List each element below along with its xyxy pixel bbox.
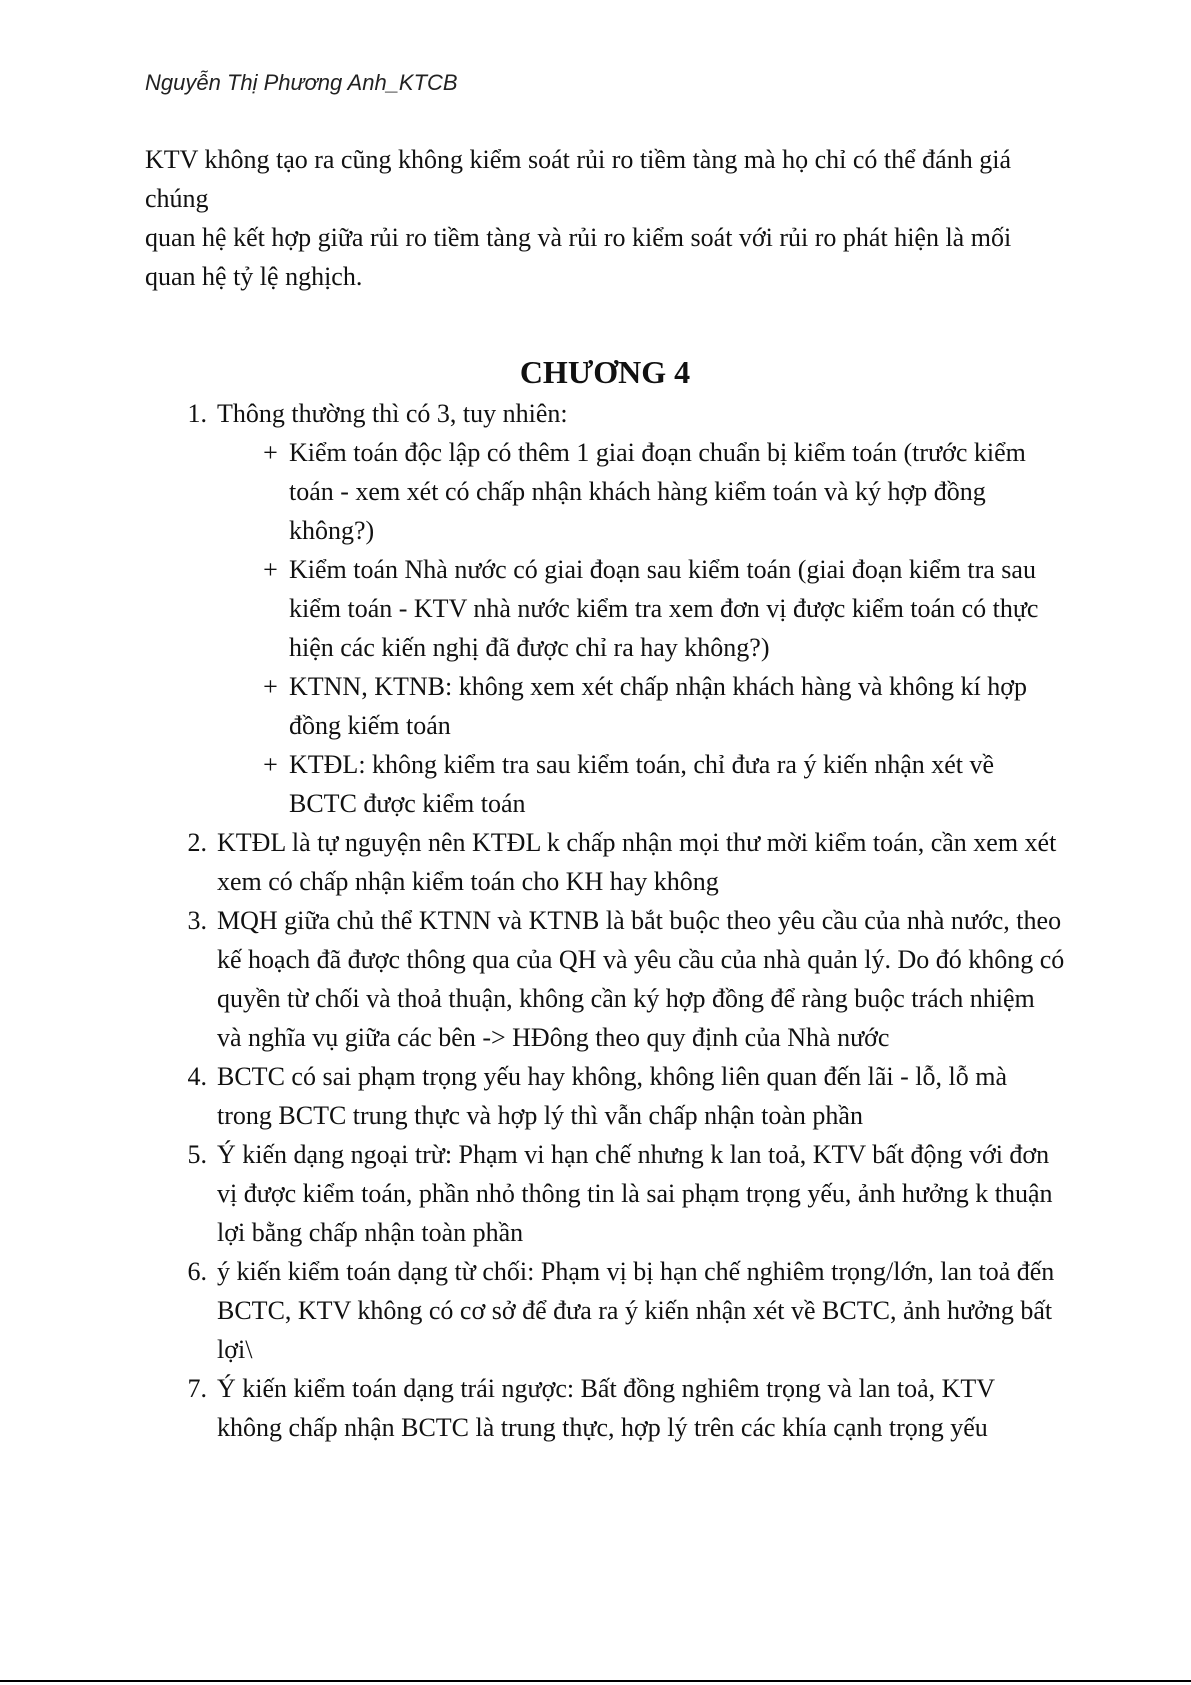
sub-list-item-text: KTNN, KTNB: không xem xét chấp nhận khách hàng và không kí hợp đồng kiếm toán: [289, 672, 1027, 740]
plus-bullet-icon: +: [263, 672, 278, 701]
numbered-list: [145, 394, 1065, 1447]
list-item: [145, 901, 1065, 1057]
list-item-number: 3.: [187, 906, 207, 935]
list-item-number: 4.: [187, 1062, 207, 1091]
list-item-number: 5.: [187, 1140, 207, 1169]
list-item-text: MQH giữa chủ thể KTNN và KTNB là bắt buộc theo yêu cầu của nhà nước, theo kế hoạch đã được thông qua của QH và yêu cầu của nhà quản lý. Do đó không có quyền từ chối và thoả thuận, không cần ký hợp đồng để ràng buộc trách nhiệm và nghĩa vụ giữa các bên -> HĐông theo quy định của Nhà nước: [217, 906, 1065, 1052]
list-item-number: 2.: [187, 828, 207, 857]
sub-list-item-text: Kiểm toán Nhà nước có giai đoạn sau kiểm toán (giai đoạn kiểm tra sau kiểm toán - KTV nhà nước kiểm tra xem đơn vị được kiểm toán có thực hiện các kiến nghị đã được chỉ ra hay không?): [289, 555, 1039, 662]
plus-bullet-icon: +: [263, 555, 278, 584]
page-bottom-divider: [0, 1680, 1191, 1682]
list-item: [145, 394, 1065, 823]
plus-bullet-icon: +: [263, 750, 278, 779]
list-item: [145, 1369, 1065, 1447]
intro-paragraph: KTV không tạo ra cũng không kiểm soát rủi ro tiềm tàng mà họ chỉ có thể đánh giá chúng: [145, 145, 1011, 213]
sub-list-item-text: Kiểm toán độc lập có thêm 1 giai đoạn chuẩn bị kiểm toán (trước kiểm toán - xem xét có chấp nhận khách hàng kiểm toán và ký hợp đồng không?): [289, 438, 1026, 545]
sub-list-item: [252, 667, 1065, 745]
list-item-number: 1.: [187, 399, 207, 428]
sub-list: [217, 433, 1065, 823]
list-item: [145, 1135, 1065, 1252]
chapter-title: CHƯƠNG 4: [519, 354, 691, 390]
page-header-author: Nguyễn Thị Phương Anh_KTCB: [145, 70, 458, 95]
list-item-number: 7.: [187, 1374, 207, 1403]
list-item: [145, 1057, 1065, 1135]
sub-list-item-text: KTĐL: không kiểm tra sau kiểm toán, chỉ đưa ra ý kiến nhận xét về BCTC được kiểm toán: [289, 750, 995, 818]
list-item-body: [217, 394, 1065, 823]
document-body: [145, 140, 1065, 1447]
list-item: [145, 1252, 1065, 1369]
intro-paragraph: quan hệ kết hợp giữa rủi ro tiềm tàng và rủi ro kiểm soát với rủi ro phát hiện là mối quan hệ tỷ lệ nghịch.: [145, 223, 1012, 291]
list-item-text: BCTC có sai phạm trọng yếu hay không, không liên quan đến lãi - lỗ, lỗ mà trong BCTC trung thực và hợp lý thì vẫn chấp nhận toàn phần: [217, 1062, 1007, 1130]
list-item-text: ý kiến kiểm toán dạng từ chối: Phạm vị bị hạn chế nghiêm trọng/lớn, lan toả đến BCTC, KTV không có cơ sở để đưa ra ý kiến nhận xét về BCTC, ảnh hưởng bất lợi\: [217, 1257, 1055, 1364]
list-item-text: KTĐL là tự nguyện nên KTĐL k chấp nhận mọi thư mời kiểm toán, cần xem xét xem có chấp nhận kiểm toán cho KH hay không: [217, 828, 1057, 896]
sub-list-item: [252, 745, 1065, 823]
plus-bullet-icon: +: [263, 438, 278, 467]
list-item: [145, 823, 1065, 901]
intro-section: [145, 140, 1065, 296]
list-item-text: Thông thường thì có 3, tuy nhiên:: [217, 399, 568, 428]
list-item-number: 6.: [187, 1257, 207, 1286]
list-item-text: Ý kiến kiểm toán dạng trái ngược: Bất đồng nghiêm trọng và lan toả, KTV không chấp nhận BCTC là trung thực, hợp lý trên các khía cạnh trọng yếu: [217, 1374, 995, 1442]
sub-list-item: [252, 550, 1065, 667]
sub-list-item: [252, 433, 1065, 550]
list-item-text: Ý kiến dạng ngoại trừ: Phạm vi hạn chế nhưng k lan toả, KTV bất động với đơn vị được kiểm toán, phần nhỏ thông tin là sai phạm trọng yếu, ảnh hưởng k thuận lợi bằng chấp nhận toàn phần: [217, 1140, 1053, 1247]
